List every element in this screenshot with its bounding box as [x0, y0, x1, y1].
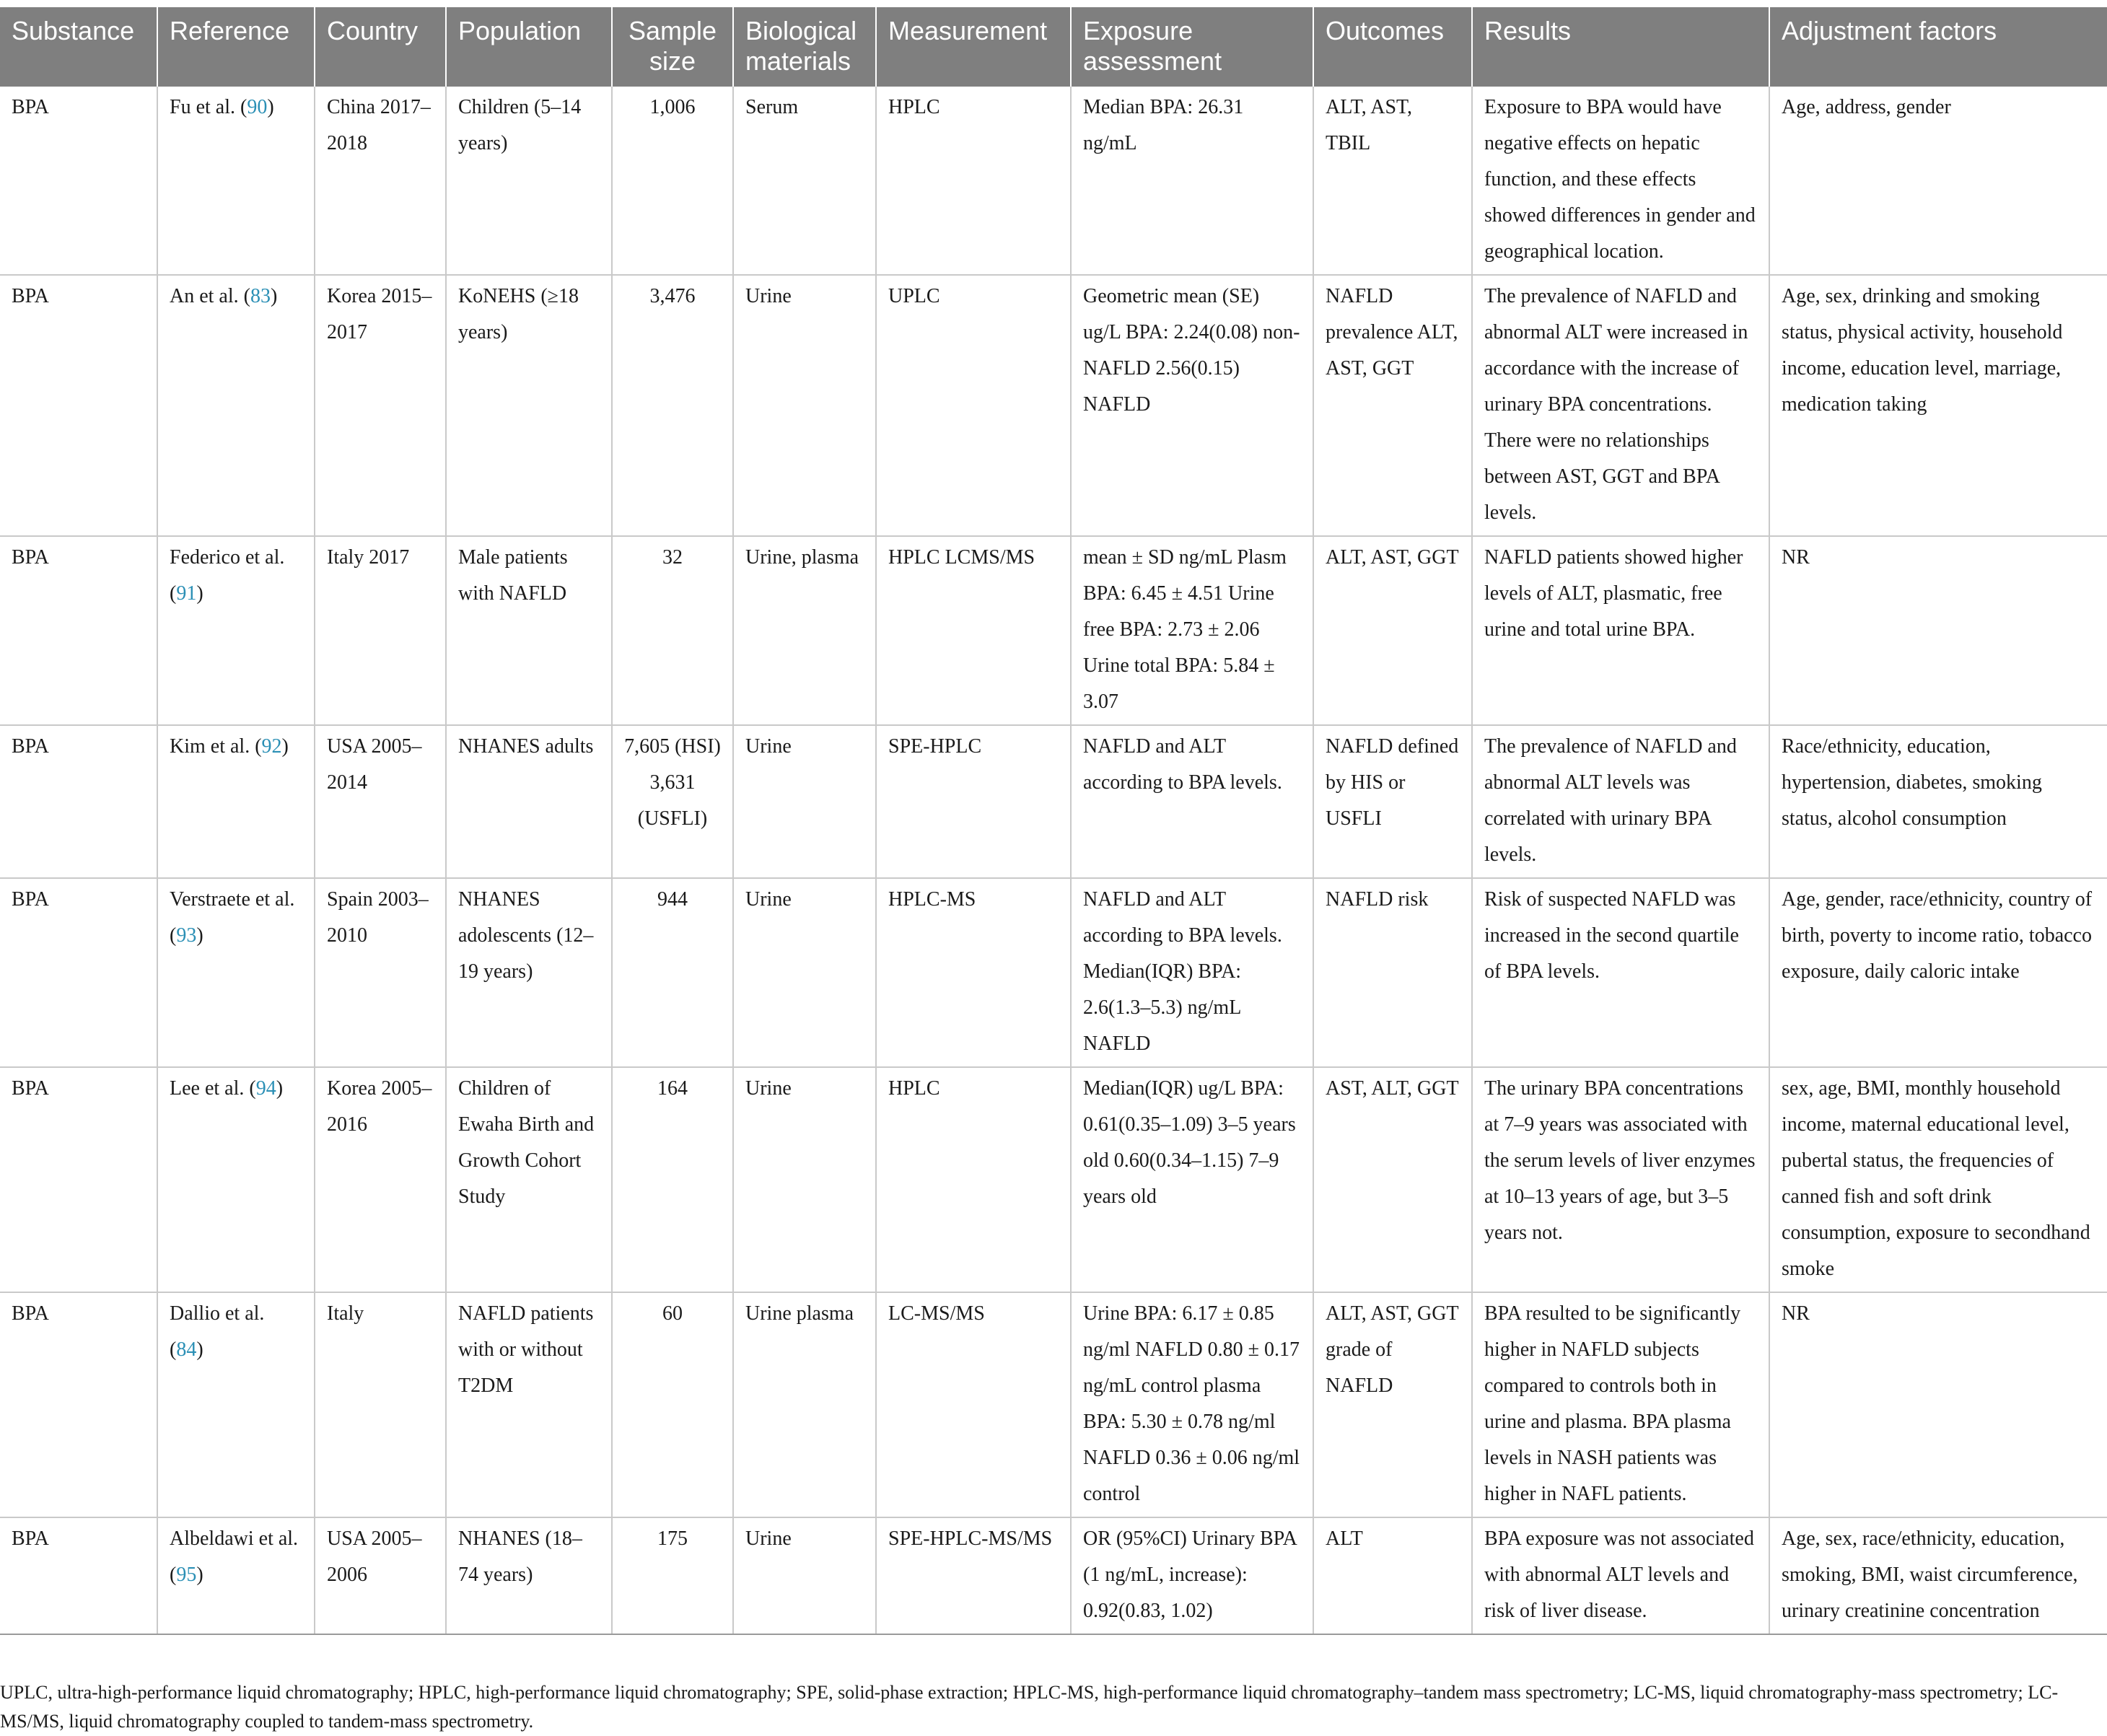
cell-sample-size: 60: [612, 1292, 733, 1517]
reference-author: Lee et al. (: [170, 1077, 256, 1100]
cell-exposure-assessment: Urine BPA: 6.17 ± 0.85 ng/ml NAFLD 0.80 ± 0.17 ng/mL control plasma BPA: 5.30 ± 0.78 ng/ml NAFLD 0.36 ± 0.06 ng/ml control: [1071, 1292, 1313, 1517]
cell-substance: BPA: [0, 87, 157, 275]
cell-measurement: LC-MS/MS: [876, 1292, 1071, 1517]
cell-outcomes: ALT, AST, GGT grade of NAFLD: [1313, 1292, 1472, 1517]
header-reference: Reference: [157, 7, 315, 87]
table-row: [0, 1517, 2107, 1634]
cell-sample-size: 175: [612, 1517, 733, 1634]
cell-reference: [157, 1517, 315, 1634]
cell-population: NHANES (18–74 years): [446, 1517, 612, 1634]
reference-close: ): [270, 285, 278, 307]
cell-exposure-assessment: Median BPA: 26.31 ng/mL: [1071, 87, 1313, 275]
cell-measurement: HPLC LCMS/MS: [876, 536, 1071, 725]
cell-measurement: HPLC: [876, 1067, 1071, 1292]
reference-link[interactable]: 93: [176, 924, 197, 947]
cell-results: BPA exposure was not associated with abnormal ALT levels and risk of liver disease.: [1472, 1517, 1769, 1634]
table-container: [0, 7, 2107, 1736]
header-results: Results: [1472, 7, 1769, 87]
cell-biological-materials: Urine: [733, 275, 876, 536]
table-row: [0, 1292, 2107, 1517]
table-row: [0, 275, 2107, 536]
cell-country: China 2017–2018: [315, 87, 446, 275]
cell-results: The prevalence of NAFLD and abnormal ALT levels was correlated with urinary BPA levels.: [1472, 725, 1769, 878]
reference-close: ): [267, 96, 274, 118]
cell-adjustment-factors: Age, gender, race/ethnicity, country of birth, poverty to income ratio, tobacco exposure, daily caloric intake: [1769, 878, 2107, 1067]
cell-population: Male patients with NAFLD: [446, 536, 612, 725]
cell-measurement: HPLC: [876, 87, 1071, 275]
cell-exposure-assessment: mean ± SD ng/mL Plasm BPA: 6.45 ± 4.51 Urine free BPA: 2.73 ± 2.06 Urine total BPA: 5.84 ± 3.07: [1071, 536, 1313, 725]
header-measurement: Measurement: [876, 7, 1071, 87]
cell-country: Korea 2015–2017: [315, 275, 446, 536]
cell-results: Exposure to BPA would have negative effects on hepatic function, and these effects showed differences in gender and geographical location.: [1472, 87, 1769, 275]
cell-country: Korea 2005–2016: [315, 1067, 446, 1292]
reference-close: ): [281, 735, 289, 758]
cell-exposure-assessment: NAFLD and ALT according to BPA levels.: [1071, 725, 1313, 878]
cell-biological-materials: Urine plasma: [733, 1292, 876, 1517]
cell-results: NAFLD patients showed higher levels of ALT, plasmatic, free urine and total urine BPA.: [1472, 536, 1769, 725]
cell-country: Italy 2017: [315, 536, 446, 725]
cell-biological-materials: Serum: [733, 87, 876, 275]
cell-population: Children (5–14 years): [446, 87, 612, 275]
cell-substance: BPA: [0, 1517, 157, 1634]
cell-outcomes: NAFLD risk: [1313, 878, 1472, 1067]
cell-adjustment-factors: Age, address, gender: [1769, 87, 2107, 275]
table-footnote: UPLC, ultra-high-performance liquid chromatography; HPLC, high-performance liquid chromatography; SPE, solid-phase extraction; HPLC-MS, high-performance liquid chromatography–tandem mass spectrometry; LC-MS, liquid chromatography-mass spectrometry; LC-MS/MS, liquid chromatography coupled to tandem-mass spectrometry.: [0, 1682, 2059, 1732]
cell-sample-size: 164: [612, 1067, 733, 1292]
cell-results: Risk of suspected NAFLD was increased in the second quartile of BPA levels.: [1472, 878, 1769, 1067]
reference-author: Albeldawi et al. (: [170, 1527, 299, 1586]
cell-outcomes: AST, ALT, GGT: [1313, 1067, 1472, 1292]
reference-close: ): [196, 1338, 203, 1361]
reference-link[interactable]: 91: [176, 582, 197, 605]
cell-biological-materials: Urine, plasma: [733, 536, 876, 725]
cell-biological-materials: Urine: [733, 878, 876, 1067]
header-outcomes: Outcomes: [1313, 7, 1472, 87]
cell-measurement: SPE-HPLC: [876, 725, 1071, 878]
header-population: Population: [446, 7, 612, 87]
cell-exposure-assessment: Geometric mean (SE) ug/L BPA: 2.24(0.08) non-NAFLD 2.56(0.15) NAFLD: [1071, 275, 1313, 536]
header-exposure-assessment: Exposure assessment: [1071, 7, 1313, 87]
cell-country: USA 2005–2006: [315, 1517, 446, 1634]
cell-reference: [157, 87, 315, 275]
reference-link[interactable]: 84: [176, 1338, 197, 1361]
cell-biological-materials: Urine: [733, 1517, 876, 1634]
cell-sample-size: 944: [612, 878, 733, 1067]
cell-outcomes: NAFLD defined by HIS or USFLI: [1313, 725, 1472, 878]
reference-author: Kim et al. (: [170, 735, 262, 758]
cell-exposure-assessment: OR (95%CI) Urinary BPA (1 ng/mL, increase): 0.92(0.83, 1.02): [1071, 1517, 1313, 1634]
cell-substance: BPA: [0, 725, 157, 878]
cell-outcomes: ALT: [1313, 1517, 1472, 1634]
cell-adjustment-factors: Race/ethnicity, education, hypertension, diabetes, smoking status, alcohol consumption: [1769, 725, 2107, 878]
cell-sample-size: 3,476: [612, 275, 733, 536]
cell-population: NAFLD patients with or without T2DM: [446, 1292, 612, 1517]
cell-exposure-assessment: Median(IQR) ug/L BPA: 0.61(0.35–1.09) 3–5 years old 0.60(0.34–1.15) 7–9 years old: [1071, 1067, 1313, 1292]
reference-link[interactable]: 94: [255, 1077, 276, 1100]
cell-substance: BPA: [0, 1292, 157, 1517]
header-adjustment-factors: Adjustment factors: [1769, 7, 2107, 87]
cell-reference: [157, 878, 315, 1067]
cell-adjustment-factors: NR: [1769, 1292, 2107, 1517]
cell-exposure-assessment: NAFLD and ALT according to BPA levels. Median(IQR) BPA: 2.6(1.3–5.3) ng/mL NAFLD: [1071, 878, 1313, 1067]
reference-link[interactable]: 95: [176, 1564, 197, 1586]
table-row: [0, 878, 2107, 1067]
reference-link[interactable]: 90: [247, 96, 268, 118]
cell-adjustment-factors: Age, sex, race/ethnicity, education, smoking, BMI, waist circumference, urinary creatinine concentration: [1769, 1517, 2107, 1634]
cell-population: NHANES adults: [446, 725, 612, 878]
cell-measurement: SPE-HPLC-MS/MS: [876, 1517, 1071, 1634]
cell-sample-size: 7,605 (HSI) 3,631 (USFLI): [612, 725, 733, 878]
cell-reference: [157, 725, 315, 878]
reference-link[interactable]: 92: [261, 735, 282, 758]
cell-population: NHANES adolescents (12–19 years): [446, 878, 612, 1067]
table-row: [0, 1067, 2107, 1292]
bpa-studies-table: [0, 7, 2107, 1635]
cell-outcomes: ALT, AST, GGT: [1313, 536, 1472, 725]
cell-sample-size: 32: [612, 536, 733, 725]
cell-adjustment-factors: Age, sex, drinking and smoking status, physical activity, household income, education level, marriage, medication taking: [1769, 275, 2107, 536]
reference-link[interactable]: 83: [250, 285, 271, 307]
reference-close: ): [196, 582, 203, 605]
cell-outcomes: ALT, AST, TBIL: [1313, 87, 1472, 275]
cell-substance: BPA: [0, 878, 157, 1067]
table-row: [0, 87, 2107, 275]
cell-measurement: HPLC-MS: [876, 878, 1071, 1067]
cell-reference: [157, 1067, 315, 1292]
header-biological-materials: Biological materials: [733, 7, 876, 87]
cell-substance: BPA: [0, 275, 157, 536]
header-substance: Substance: [0, 7, 157, 87]
reference-author: Dallio et al. (: [170, 1302, 265, 1361]
reference-author: Federico et al. (: [170, 546, 285, 605]
cell-population: KoNEHS (≥18 years): [446, 275, 612, 536]
reference-author: Fu et al. (: [170, 96, 248, 118]
cell-measurement: UPLC: [876, 275, 1071, 536]
cell-adjustment-factors: sex, age, BMI, monthly household income, maternal educational level, pubertal status, the frequencies of canned fish and soft drink consumption, exposure to secondhand smoke: [1769, 1067, 2107, 1292]
cell-substance: BPA: [0, 536, 157, 725]
cell-sample-size: 1,006: [612, 87, 733, 275]
cell-substance: BPA: [0, 1067, 157, 1292]
cell-reference: [157, 275, 315, 536]
cell-reference: [157, 1292, 315, 1517]
reference-author: Verstraete et al. (: [170, 888, 295, 947]
table-row: [0, 725, 2107, 878]
cell-biological-materials: Urine: [733, 725, 876, 878]
table-header-row: [0, 7, 2107, 87]
header-sample-size: Sample size: [612, 7, 733, 87]
cell-country: USA 2005–2014: [315, 725, 446, 878]
reference-close: ): [196, 1564, 203, 1586]
header-country: Country: [315, 7, 446, 87]
cell-results: BPA resulted to be significantly higher in NAFLD subjects compared to controls both in urine and plasma. BPA plasma levels in NASH patients was higher in NAFL patients.: [1472, 1292, 1769, 1517]
reference-close: ): [196, 924, 203, 947]
reference-author: An et al. (: [170, 285, 250, 307]
reference-close: ): [276, 1077, 284, 1100]
cell-outcomes: NAFLD prevalence ALT, AST, GGT: [1313, 275, 1472, 536]
cell-results: The urinary BPA concentrations at 7–9 years was associated with the serum levels of liver enzymes at 10–13 years of age, but 3–5 years not.: [1472, 1067, 1769, 1292]
cell-country: Spain 2003–2010: [315, 878, 446, 1067]
cell-reference: [157, 536, 315, 725]
cell-results: The prevalence of NAFLD and abnormal ALT were increased in accordance with the increase of urinary BPA concentrations. There were no relationships between AST, GGT and BPA levels.: [1472, 275, 1769, 536]
cell-country: Italy: [315, 1292, 446, 1517]
table-row: [0, 536, 2107, 725]
cell-biological-materials: Urine: [733, 1067, 876, 1292]
cell-population: Children of Ewaha Birth and Growth Cohort Study: [446, 1067, 612, 1292]
cell-adjustment-factors: NR: [1769, 536, 2107, 725]
